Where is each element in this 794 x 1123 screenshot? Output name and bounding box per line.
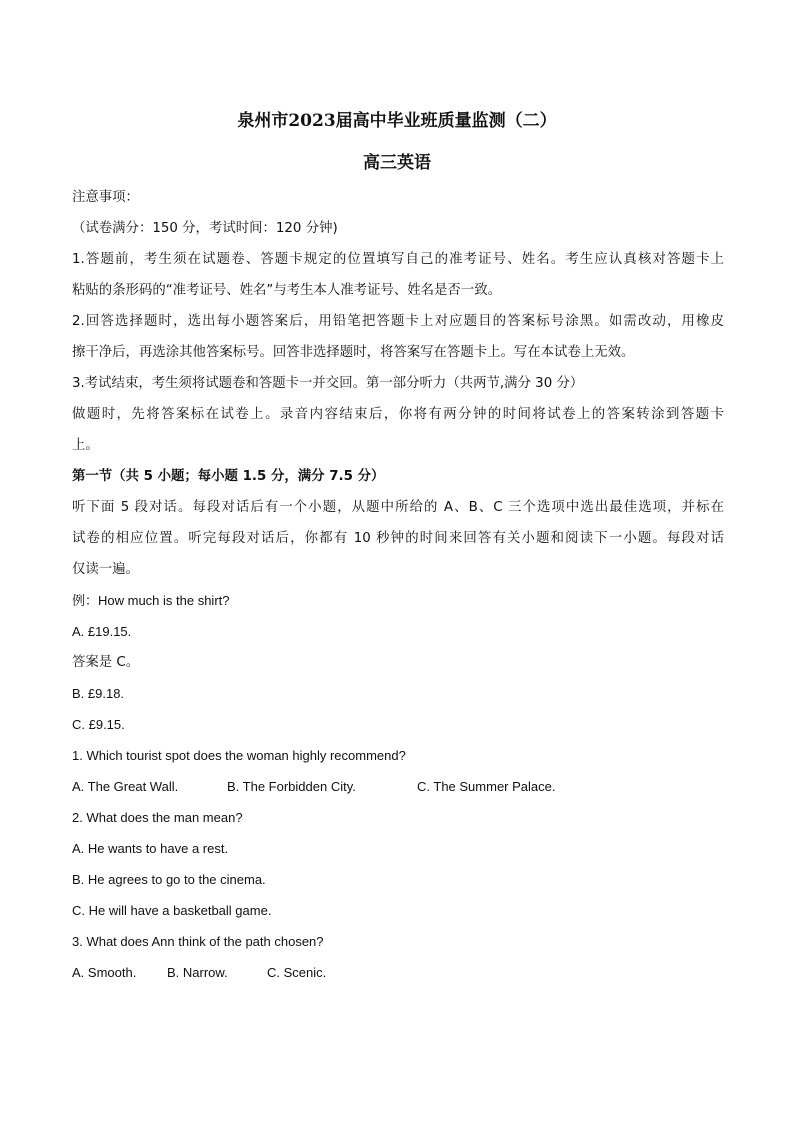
- example-question: 例：How much is the shirt?: [72, 593, 230, 608]
- notice-item-2-line-2: 擦干净后，再选涂其他答案标号。回答非选择题时，将答案写在答题卡上。写在本试卷上无效。: [72, 345, 635, 360]
- notice-tip-line-1: 做题时，先将答案标在试卷上。录音内容结束后，你将有两分钟的时间将试卷上的答案转涂到答题卡: [72, 407, 724, 422]
- question-1-stem: 1. Which tourist spot does the woman highly recommend?: [72, 748, 406, 763]
- notice-meta: （试卷满分：150 分，考试时间：120 分钟): [72, 221, 338, 236]
- question-2-option-a: A. He wants to have a rest.: [72, 841, 229, 856]
- question-3-option-a: A. Smooth.: [72, 965, 137, 980]
- exam-title: 泉州市2023届高中毕业班质量监测（二）: [237, 111, 557, 131]
- example-answer: 答案是 C。: [72, 655, 140, 670]
- question-3-option-c: C. Scenic.: [267, 965, 327, 980]
- notice-heading: 注意事项：: [72, 190, 139, 205]
- notice-item-1-line-2: 粘贴的条形码的“准考证号、姓名”与考生本人准考证号、姓名是否一致。: [72, 283, 501, 298]
- question-3-stem: 3. What does Ann think of the path chosen?: [72, 934, 324, 949]
- question-3-option-b: B. Narrow.: [167, 965, 228, 980]
- example-option-b: B. £9.18.: [72, 686, 125, 701]
- question-1-option-b: B. The Forbidden City.: [227, 779, 356, 794]
- question-2-option-b: B. He agrees to go to the cinema.: [72, 872, 266, 887]
- question-1-option-c: C. The Summer Palace.: [417, 779, 556, 794]
- exam-subject: 高三英语: [363, 153, 431, 173]
- section-instruction-line-3: 仅读一遍。: [72, 562, 139, 577]
- exam-body: [72, 182, 724, 988]
- section-instruction-line-2: 试卷的相应位置。听完每段对话后，你都有 10 秒钟的时间来回答有关小题和阅读下一小题。每段对话: [72, 531, 724, 546]
- section-instruction-line-1: 听下面 5 段对话。每段对话后有一个小题，从题中所给的 A、B、C 三个选项中选出最佳选项，并标在: [72, 500, 724, 515]
- question-2-option-c: C. He will have a basketball game.: [72, 903, 272, 918]
- notice-item-2-line-1: 2.回答选择题时，选出每小题答案后，用铅笔把答题卡上对应题目的答案标号涂黑。如需改动，用橡皮: [72, 314, 724, 329]
- question-1-options: [72, 771, 724, 802]
- example-option-c: C. £9.15.: [72, 717, 125, 732]
- question-2-stem: 2. What does the man mean?: [72, 810, 243, 825]
- example-option-a: A. £19.15.: [72, 624, 132, 639]
- notice-item-1-line-1: 1.答题前，考生须在试题卷、答题卡规定的位置填写自己的准考证号、姓名。考生应认真核对答题卡上: [72, 252, 724, 267]
- question-1-option-a: A. The Great Wall.: [72, 779, 179, 794]
- notice-item-3: 3.考试结束，考生须将试题卷和答题卡一并交回。第一部分听力（共两节,满分 30 分）: [72, 376, 584, 391]
- section-heading: 第一节（共 5 小题；每小题 1.5 分，满分 7.5 分）: [72, 469, 385, 484]
- question-3-options: [72, 957, 724, 988]
- notice-tip-line-2: 上。: [72, 438, 99, 453]
